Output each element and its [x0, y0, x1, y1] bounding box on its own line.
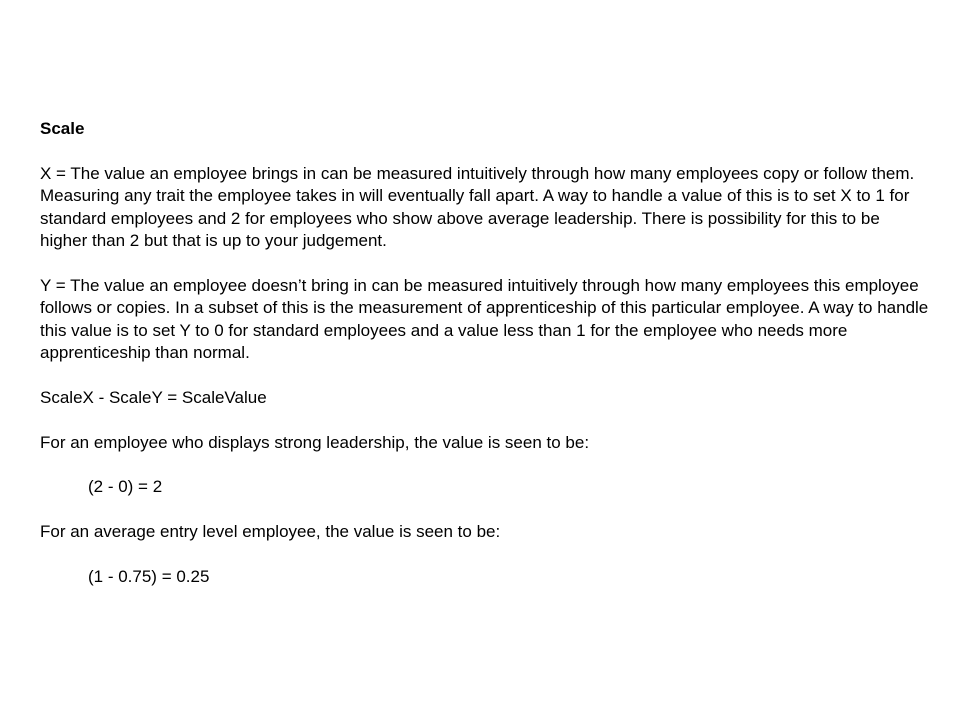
spacer	[40, 454, 930, 476]
leader-example-intro: For an employee who displays strong leadership, the value is seen to be:	[40, 432, 590, 452]
paragraph-x-definition: X = The value an employee brings in can be measured intuitively through how many employees copy or follow them. Measuring any trait the employee takes in will eventually fall apart. A way to handle a value of this is to set X to 1 for standard employees and 2 for employees who show above average leadership. There is possibility for this to be higher than 2 but that is up to your judgement.	[40, 163, 915, 251]
spacer	[40, 364, 930, 386]
entry-example-intro: For an average entry level employee, the value is seen to be:	[40, 522, 501, 542]
spacer	[40, 499, 930, 521]
spacer	[40, 409, 930, 431]
spacer	[40, 544, 930, 566]
spacer	[40, 252, 930, 274]
leader-example-calculation: (2 - 0) = 2	[88, 477, 163, 497]
entry-example-calculation: (1 - 0.75) = 0.25	[88, 567, 210, 587]
document-body	[40, 118, 930, 588]
paragraph-y-definition: Y = The value an employee doesn’t bring in can be measured intuitively through how many employees this employee follows or copies. In a subset of this is the measurement of apprenticeship of this particular employee. A way to handle this value is to set Y to 0 for standard employees and a value less than 1 for the employee who needs more apprenticeship than normal.	[40, 275, 929, 363]
spacer	[40, 140, 930, 162]
scale-formula: ScaleX - ScaleY = ScaleValue	[40, 387, 267, 407]
section-heading: Scale	[40, 119, 85, 138]
